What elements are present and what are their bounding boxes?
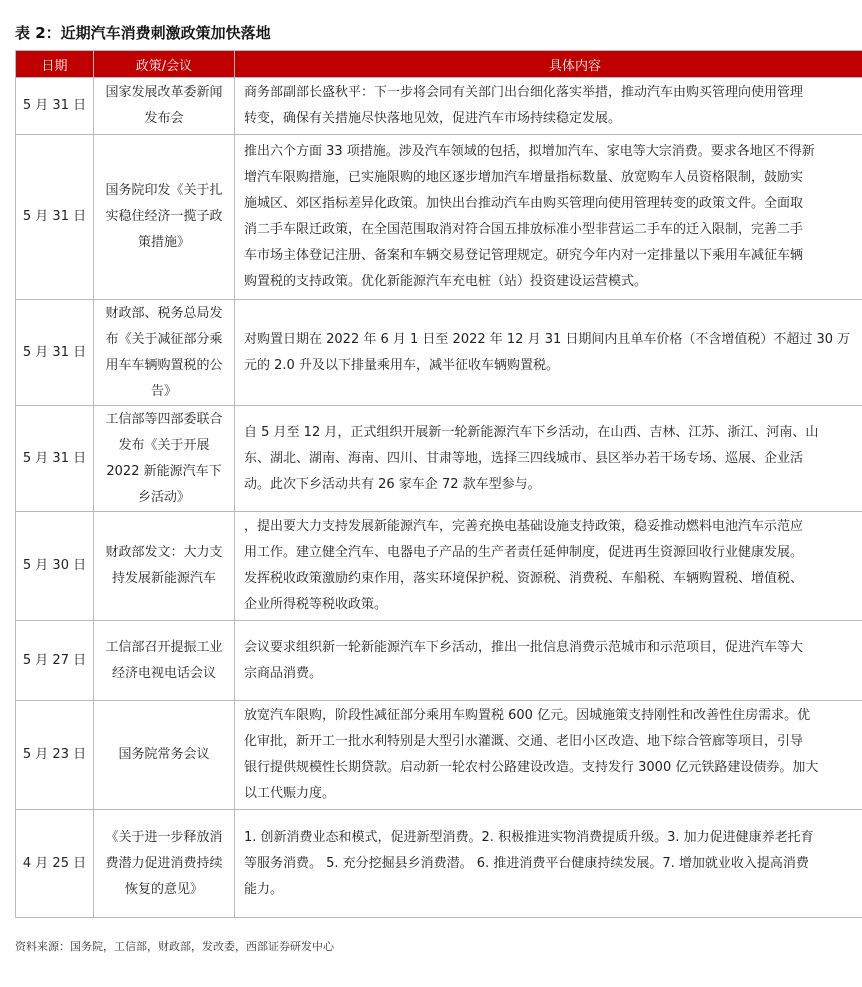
content-line: 转变，确保有关措施尽快落地见效，促进汽车市场持续稳定发展。 [244, 111, 622, 126]
header-date: 日期 [16, 51, 94, 78]
content-line: 放宽汽车限购，阶段性减征部分乘用车购置税 600 亿元。因城施策支持刚性和改善性住房需求。优 [244, 708, 811, 723]
content-line: 宗商品消费。 [244, 665, 323, 681]
content-line: 增汽车限购措施，已实施限购的地区逐步增加汽车增量指标数量、放宽购车人员资格限制，鼓励实 [244, 170, 804, 185]
row-policy: 国务院常务会议 [94, 701, 235, 810]
content-line: 消二手车限迁政策，在全国范围取消对符合国五排放标准小型非营运二手车的迁入限制，完善二手 [244, 222, 804, 237]
content-line: 会议要求组织新一轮新能源汽车下乡活动，推出一批信息消费示范城市和示范项目，促进汽车等大 [244, 639, 804, 655]
table-row [16, 406, 862, 512]
row-content [235, 701, 862, 810]
content-line: 施城区、郊区指标差异化政策。加快出台推动汽车由购买管理向使用管理转变的政策文件。全面取 [244, 196, 804, 211]
row-date: 5 月 31 日 [16, 406, 94, 512]
content-line: 发挥税收政策激励约束作用，落实环境保护税、资源税、消费税、车船税、车辆购置税、增值税、 [244, 571, 804, 586]
policy-table-container [15, 50, 862, 918]
content-line: 能力。 [244, 881, 284, 897]
content-line: 1. 创新消费业态和模式，促进新型消费。2. 积极推进实物消费提质升级。3. 加力促进健康养老托育 [244, 829, 814, 845]
row-policy: 国务院印发《关于扎实稳住经济一揽子政策措施》 [94, 135, 235, 300]
content-line: 用工作。建立健全汽车、电器电子产品的生产者责任延伸制度，促进再生资源回收行业健康发展。 [244, 545, 804, 560]
row-content [235, 621, 862, 701]
row-content [235, 810, 862, 918]
row-date: 5 月 31 日 [16, 300, 94, 406]
content-line: 车市场主体登记注册、备案和车辆交易登记管理规定。研究今年内对一定排量以下乘用车减征车辆 [244, 248, 804, 263]
content-line: 商务部副部长盛秋平：下一步将会同有关部门出台细化落实举措，推动汽车由购买管理向使用管理 [244, 85, 804, 100]
row-content [235, 135, 862, 300]
content-line: 等服务消费。 5. 充分挖掘县乡消费潜。 6. 推进消费平台健康持续发展。7. 增加就业收入提高消费 [244, 855, 809, 871]
row-policy: 财政部、税务总局发布《关于减征部分乘用车车辆购置税的公告》 [94, 300, 235, 406]
table-body [16, 78, 862, 918]
row-content [235, 300, 862, 406]
row-policy: 国家发展改革委新闻发布会 [94, 78, 235, 135]
content-line: 化审批，新开工一批水利特别是大型引水灌溉、交通、老旧小区改造、地下综合管廊等项目，引导 [244, 734, 804, 749]
row-policy: 工信部召开提振工业经济电视电话会议 [94, 621, 235, 701]
content-line: 购置税的支持政策。优化新能源汽车充电桩（站）投资建设运营模式。 [244, 274, 648, 289]
table-row [16, 512, 862, 621]
table-row [16, 701, 862, 810]
content-line: ，提出要大力支持发展新能源汽车，完善充换电基础设施支持政策，稳妥推动燃料电池汽车示范应 [244, 519, 804, 534]
content-line: 企业所得税等税收政策。 [244, 597, 388, 612]
header-content: 具体内容 [235, 51, 862, 78]
row-policy: 工信部等四部委联合发布《关于开展 2022 新能源汽车下乡活动》 [94, 406, 235, 512]
content-line: 元的 2.0 升及以下排量乘用车，减半征收车辆购置税。 [244, 357, 559, 373]
row-content [235, 78, 862, 135]
header-policy: 政策/会议 [94, 51, 235, 78]
content-line: 自 5 月至 12 月，正式组织开展新一轮新能源汽车下乡活动，在山西、吉林、江苏、浙江、河南、山 [244, 424, 819, 440]
table-row [16, 78, 862, 135]
row-date: 5 月 27 日 [16, 621, 94, 701]
table-row [16, 135, 862, 300]
table-row [16, 810, 862, 918]
row-policy: 《关于进一步释放消费潜力促进消费持续恢复的意见》 [94, 810, 235, 918]
row-date: 5 月 31 日 [16, 78, 94, 135]
table-header-row [16, 51, 862, 78]
content-line: 对购置日期在 2022 年 6 月 1 日至 2022 年 12 月 31 日期间内且单车价格（不含增值税）不超过 30 万 [244, 331, 851, 347]
row-date: 5 月 31 日 [16, 135, 94, 300]
row-content [235, 512, 862, 621]
row-date: 5 月 23 日 [16, 701, 94, 810]
content-line: 银行提供规模性长期贷款。启动新一轮农村公路建设改造。支持发行 3000 亿元铁路建设债券。加大 [244, 760, 819, 775]
content-line: 以工代赈力度。 [244, 786, 336, 801]
table-row [16, 300, 862, 406]
row-date: 5 月 30 日 [16, 512, 94, 621]
table-title: 表 2：近期汽车消费刺激政策加快落地 [15, 24, 271, 42]
row-date: 4 月 25 日 [16, 810, 94, 918]
table-row [16, 621, 862, 701]
row-content [235, 406, 862, 512]
source-note: 资料来源：国务院，工信部，财政部，发改委，西部证券研发中心 [15, 940, 334, 953]
content-line: 东、湖北、湖南、海南、四川、甘肃等地，选择三四线城市、县区举办若干场专场、巡展、企业活 [244, 450, 804, 466]
content-line: 动。此次下乡活动共有 26 家车企 72 款车型参与。 [244, 476, 541, 492]
policy-table [15, 50, 862, 918]
row-policy: 财政部发文：大力支持发展新能源汽车 [94, 512, 235, 621]
content-line: 推出六个方面 33 项措施。涉及汽车领域的包括，拟增加汽车、家电等大宗消费。要求各地区不得新 [244, 144, 815, 159]
